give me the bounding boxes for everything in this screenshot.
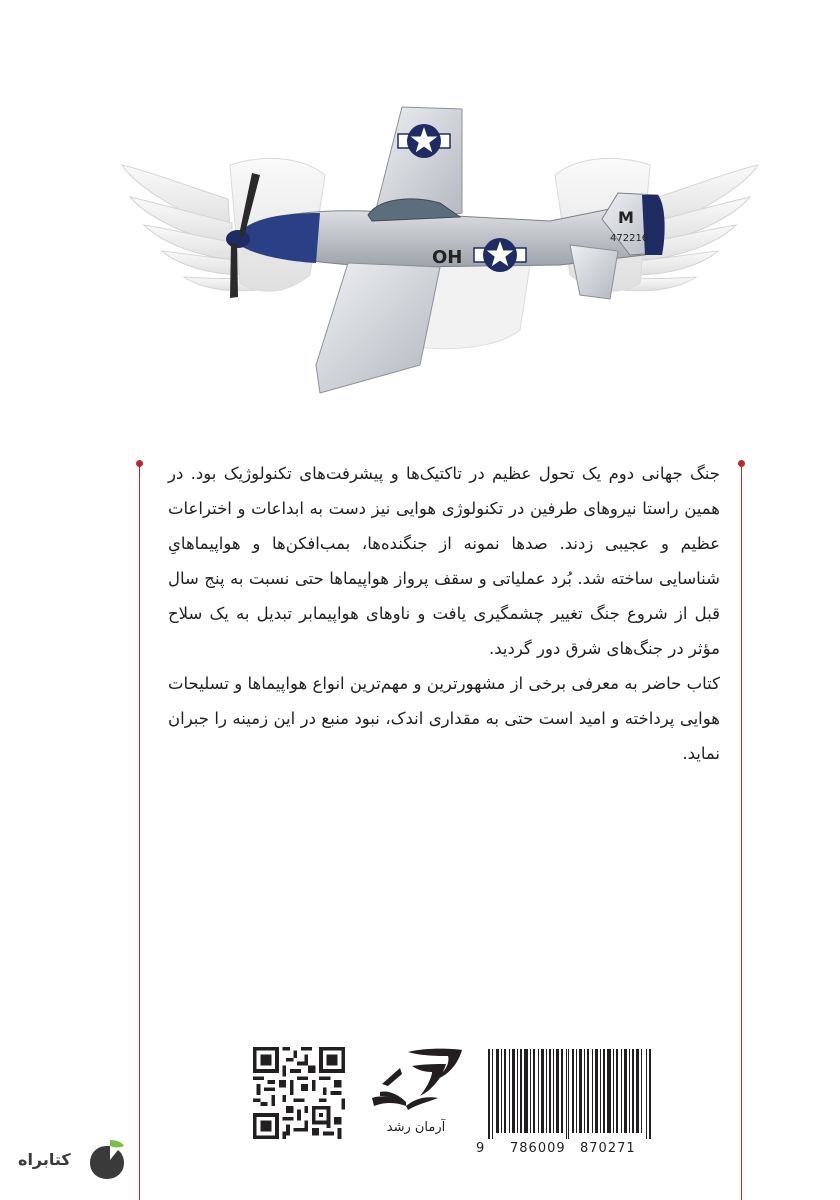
tail-letter: M — [618, 208, 634, 227]
publisher-logo — [362, 1046, 470, 1118]
margin-line-left — [139, 466, 140, 1200]
ketabrah-logo-icon — [88, 1138, 126, 1180]
watermark-text: کتابراه — [18, 1150, 71, 1169]
tail-number: 472216 — [610, 233, 649, 244]
blurb-paragraph-1: جنگ جهانی دوم یک تحول عظیم در تاکتیک‌ها و پیشرفت‌های تکنولوژیک بود. در همین راستا نیروهای طرفین در تکنولوژی هوایی نیز دست به ابداعات و اختراعات عظیم و عجیبی زدند. صدها نمونه از جنگنده‌ها، بمب‌افکن‌ها و هواپیماهایِ شناسایی ساخته شد. بُرد عملیاتی و سقف پرواز هواپیماها حتی نسبت به پنج سال قبل از شروع جنگ تغییر چشمگیری یافت و ناوهای هواپیمابر تبدیل به یک سلاح مؤثر در جنگ‌های شرق دور گردید. — [168, 464, 720, 658]
cover-illustration — [110, 95, 770, 405]
isbn-barcode — [488, 1049, 652, 1139]
back-cover-blurb — [168, 456, 720, 771]
aircraft — [226, 107, 665, 393]
aircraft-code: OH — [432, 247, 463, 268]
blurb-paragraph-2: کتاب حاضر به معرفی برخی از مشهورترین و مهم‌ترین انواع هواپیماها و تسلیحات هوایی پرداخته و امید است حتی به مقداری اندک، نبود منبع در این زمینه را جبران نماید. — [168, 674, 720, 763]
isbn-lead-digit: 9 — [476, 1141, 485, 1156]
margin-line-right — [741, 466, 742, 1200]
qr-code[interactable] — [253, 1047, 345, 1139]
isbn-group-1: 786009 — [510, 1141, 566, 1156]
publisher-name: آرمان رشد — [386, 1120, 446, 1135]
isbn-group-2: 870271 — [580, 1141, 636, 1156]
